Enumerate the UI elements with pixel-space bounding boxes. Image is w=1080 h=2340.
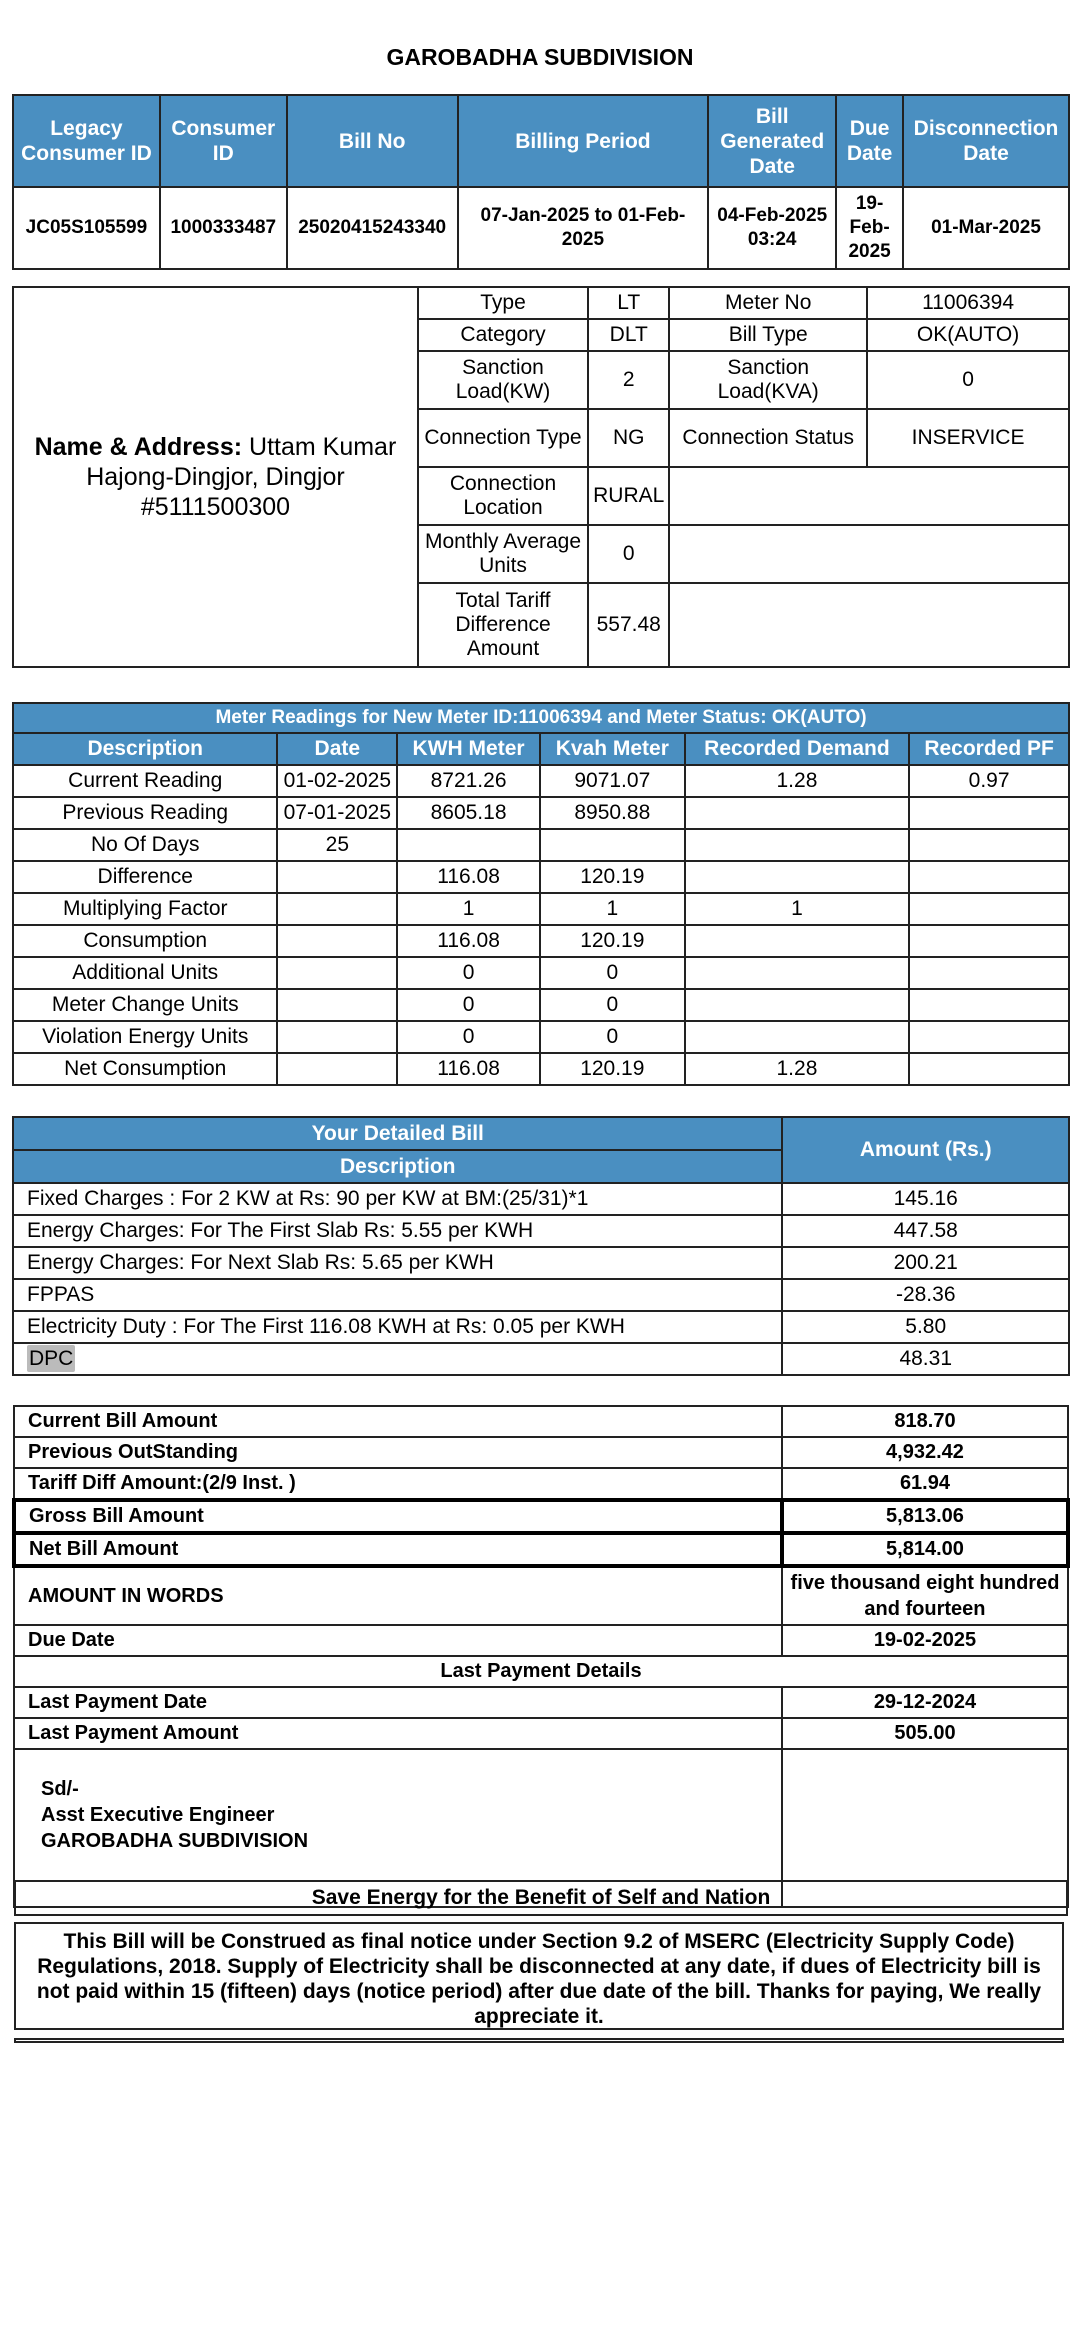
gross-bill-label: Gross Bill Amount <box>14 1500 782 1533</box>
last-payment-date-value: 29-12-2024 <box>782 1687 1068 1718</box>
col-recorded-pf: Recorded PF <box>909 733 1069 765</box>
meter-reading-row <box>13 1053 1069 1085</box>
meter-reading-cell <box>909 861 1069 893</box>
meter-reading-cell: 116.08 <box>397 861 540 893</box>
meter-reading-cell <box>685 925 910 957</box>
empty-cell <box>669 583 1069 667</box>
bill-type-value: OK(AUTO) <box>867 319 1069 351</box>
consumer-info-table <box>12 286 1070 668</box>
bill-header-table <box>12 94 1070 270</box>
meter-reading-cell <box>397 829 540 861</box>
net-bill-label: Net Bill Amount <box>14 1533 782 1566</box>
meter-reading-cell: 120.19 <box>540 925 685 957</box>
meter-reading-cell: 1 <box>397 893 540 925</box>
meter-reading-cell <box>540 829 685 861</box>
meter-reading-cell <box>909 957 1069 989</box>
meter-reading-cell <box>909 1053 1069 1085</box>
meter-reading-cell: Previous Reading <box>13 797 277 829</box>
bill-no: 25020415243340 <box>287 187 458 269</box>
col-billing-period: Billing Period <box>458 95 709 187</box>
name-address-value: Uttam Kumar Hajong-Dingjor, Dingjor #5111500300 <box>86 433 397 521</box>
meter-reading-cell: 8605.18 <box>397 797 540 829</box>
tariff-diff-amount-label: Tariff Diff Amount:(2/9 Inst. ) <box>14 1468 782 1500</box>
signature-designation: Asst Executive Engineer <box>41 1804 275 1826</box>
meter-reading-row <box>13 1021 1069 1053</box>
meter-reading-cell: Current Reading <box>13 765 277 797</box>
meter-reading-row <box>13 861 1069 893</box>
type-value: LT <box>588 287 669 319</box>
meter-reading-cell: 0 <box>397 989 540 1021</box>
meter-reading-cell: 116.08 <box>397 1053 540 1085</box>
col-date: Date <box>277 733 397 765</box>
col-bill-no: Bill No <box>287 95 458 187</box>
due-date: 19-Feb-2025 <box>836 187 903 269</box>
col-disconnection-date: Disconnection Date <box>903 95 1069 187</box>
meter-reading-cell: 1.28 <box>685 1053 910 1085</box>
meter-reading-cell <box>685 829 910 861</box>
previous-outstanding-label: Previous OutStanding <box>14 1437 782 1468</box>
col-amount: Amount (Rs.) <box>782 1117 1069 1183</box>
meter-reading-cell <box>909 893 1069 925</box>
meter-reading-cell <box>277 1053 397 1085</box>
category-label: Category <box>418 319 588 351</box>
tariff-diff-amount-value: 61.94 <box>782 1468 1068 1500</box>
previous-outstanding-value: 4,932.42 <box>782 1437 1068 1468</box>
summary-due-date-value: 19-02-2025 <box>782 1625 1068 1656</box>
bill-line-description-text: Electricity Duty : For The First 116.08 KWH at Rs: 0.05 per KWH <box>27 1315 625 1338</box>
bill-line-amount: 5.80 <box>782 1311 1069 1343</box>
subdivision-title: GAROBADHA SUBDIVISION <box>386 44 694 70</box>
meter-reading-cell <box>909 797 1069 829</box>
col-recorded-demand: Recorded Demand <box>685 733 910 765</box>
signature-sd: Sd/- <box>41 1778 79 1800</box>
meter-reading-cell <box>685 957 910 989</box>
bill-line-description <box>13 1247 782 1279</box>
meter-reading-cell: Difference <box>13 861 277 893</box>
bill-line-amount: 48.31 <box>782 1343 1069 1375</box>
sanction-kva-label: Sanction Load(KVA) <box>669 351 867 409</box>
meter-reading-cell <box>277 861 397 893</box>
bill-line-description-text: DPC <box>29 1347 74 1370</box>
meter-reading-cell: 01-02-2025 <box>277 765 397 797</box>
meter-reading-cell: 0 <box>540 1021 685 1053</box>
connection-type-label: Connection Type <box>418 409 588 467</box>
last-payment-amount-label: Last Payment Amount <box>14 1718 782 1749</box>
meter-reading-row <box>13 893 1069 925</box>
monthly-average-label: Monthly Average Units <box>418 525 588 583</box>
empty-cell <box>669 467 1069 525</box>
meter-reading-cell <box>685 797 910 829</box>
bill-line-description <box>13 1279 782 1311</box>
meter-reading-cell: 07-01-2025 <box>277 797 397 829</box>
meter-reading-cell <box>685 1021 910 1053</box>
col-kwh-meter: KWH Meter <box>397 733 540 765</box>
meter-reading-cell: Multiplying Factor <box>13 893 277 925</box>
meter-reading-cell <box>277 893 397 925</box>
bill-line-description-text: Energy Charges: For Next Slab Rs: 5.65 per KWH <box>27 1251 494 1274</box>
empty-cell <box>669 525 1069 583</box>
meter-reading-cell: Net Consumption <box>13 1053 277 1085</box>
current-bill-label: Current Bill Amount <box>14 1406 782 1437</box>
type-label: Type <box>418 287 588 319</box>
col-bill-description: Description <box>13 1150 782 1183</box>
meter-reading-cell: 9071.07 <box>540 765 685 797</box>
bill-generated-date: 04-Feb-2025 03:24 <box>708 187 836 269</box>
meter-reading-cell: Meter Change Units <box>13 989 277 1021</box>
bill-line-description <box>13 1215 782 1247</box>
meter-reading-cell <box>277 925 397 957</box>
meter-reading-cell <box>909 989 1069 1021</box>
tariff-difference-label: Total Tariff Difference Amount <box>418 583 588 667</box>
meter-reading-cell: 8721.26 <box>397 765 540 797</box>
meter-reading-cell: 0.97 <box>909 765 1069 797</box>
meter-reading-cell <box>909 925 1069 957</box>
bill-line-amount: 145.16 <box>782 1183 1069 1215</box>
footer-divider <box>14 2038 1064 2043</box>
amount-in-words-value: five thousand eight hundred and fourteen <box>782 1566 1068 1625</box>
billing-period: 07-Jan-2025 to 01-Feb-2025 <box>458 187 709 269</box>
name-address-label: Name & Address: <box>34 433 243 461</box>
meter-reading-row <box>13 829 1069 861</box>
col-description: Description <box>13 733 277 765</box>
meter-reading-row <box>13 957 1069 989</box>
meter-readings-table <box>12 702 1070 1086</box>
connection-type-value: NG <box>588 409 669 467</box>
amount-in-words-label: AMOUNT IN WORDS <box>14 1566 782 1625</box>
net-bill-value: 5,814.00 <box>782 1533 1068 1566</box>
meter-reading-cell: 116.08 <box>397 925 540 957</box>
meter-reading-cell <box>277 1021 397 1053</box>
bill-line-row <box>13 1215 1069 1247</box>
bill-line-description-text: Energy Charges: For The First Slab Rs: 5.55 per KWH <box>27 1219 534 1242</box>
meter-reading-cell: 8950.88 <box>540 797 685 829</box>
meter-reading-cell: 0 <box>397 957 540 989</box>
col-legacy-consumer-id: Legacy Consumer ID <box>13 95 160 187</box>
connection-status-value: INSERVICE <box>867 409 1069 467</box>
gross-bill-value: 5,813.06 <box>782 1500 1068 1533</box>
bill-line-row <box>13 1183 1069 1215</box>
col-consumer-id: Consumer ID <box>160 95 287 187</box>
meter-reading-cell <box>909 829 1069 861</box>
meter-reading-cell: 120.19 <box>540 1053 685 1085</box>
bill-line-amount: 200.21 <box>782 1247 1069 1279</box>
col-bill-generated-date: Bill Generated Date <box>708 95 836 187</box>
meter-reading-cell: 0 <box>397 1021 540 1053</box>
last-payment-header: Last Payment Details <box>14 1656 1068 1687</box>
monthly-average-value: 0 <box>588 525 669 583</box>
meter-reading-cell: No Of Days <box>13 829 277 861</box>
bill-line-amount: 447.58 <box>782 1215 1069 1247</box>
summary-due-date-label: Due Date <box>14 1625 782 1656</box>
connection-location-label: Connection Location <box>418 467 588 525</box>
bill-line-row <box>13 1279 1069 1311</box>
meter-reading-cell <box>277 957 397 989</box>
meter-reading-cell <box>685 861 910 893</box>
bill-line-row <box>13 1343 1069 1375</box>
current-bill-value: 818.70 <box>782 1406 1068 1437</box>
meter-reading-cell <box>909 1021 1069 1053</box>
bill-line-description-text: FPPAS <box>27 1283 95 1306</box>
meter-reading-cell: 1 <box>685 893 910 925</box>
bill-line-row <box>13 1311 1069 1343</box>
detailed-bill-table <box>12 1116 1070 1376</box>
bill-type-label: Bill Type <box>669 319 867 351</box>
connection-location-value: RURAL <box>588 467 669 525</box>
meter-reading-cell: Additional Units <box>13 957 277 989</box>
bill-line-description <box>13 1311 782 1343</box>
signature-office: GAROBADHA SUBDIVISION <box>41 1830 309 1852</box>
disconnection-date: 01-Mar-2025 <box>903 187 1069 269</box>
meter-reading-cell: 120.19 <box>540 861 685 893</box>
last-payment-date-label: Last Payment Date <box>14 1687 782 1718</box>
meter-reading-row <box>13 797 1069 829</box>
connection-status-label: Connection Status <box>669 409 867 467</box>
meter-reading-cell: Violation Energy Units <box>13 1021 277 1053</box>
meter-reading-row <box>13 989 1069 1021</box>
meter-reading-row <box>13 925 1069 957</box>
meter-reading-cell <box>685 989 910 1021</box>
meter-no-value: 11006394 <box>867 287 1069 319</box>
disconnection-notice: This Bill will be Construed as final notice under Section 9.2 of MSERC (Electricity Supply Code) Regulations, 2018. Supply of Electricity shall be disconnected at any date, if dues of Electricity bill is not paid within 15 (fifteen) days (notice period) after due date of the bill. Thanks for paying, We really appreciate it. <box>14 1922 1064 2030</box>
bill-line-description-text: Fixed Charges : For 2 KW at Rs: 90 per KW at BM:(25/31)*1 <box>27 1187 589 1210</box>
category-value: DLT <box>588 319 669 351</box>
legacy-consumer-id: JC05S105599 <box>13 187 160 269</box>
meter-reading-cell: 0 <box>540 957 685 989</box>
consumer-id: 1000333487 <box>160 187 287 269</box>
meter-reading-cell: 25 <box>277 829 397 861</box>
name-address <box>13 287 418 667</box>
bill-line-description <box>13 1183 782 1215</box>
meter-no-label: Meter No <box>669 287 867 319</box>
sanction-kw-label: Sanction Load(KW) <box>418 351 588 409</box>
bill-summary-table <box>12 1405 1070 1908</box>
meter-reading-cell: Consumption <box>13 925 277 957</box>
sanction-kva-value: 0 <box>867 351 1069 409</box>
meter-reading-cell: 0 <box>540 989 685 1021</box>
last-payment-amount-value: 505.00 <box>782 1718 1068 1749</box>
sanction-kw-value: 2 <box>588 351 669 409</box>
meter-reading-cell <box>277 989 397 1021</box>
bill-line-row <box>13 1247 1069 1279</box>
col-kvah-meter: Kvah Meter <box>540 733 685 765</box>
meter-reading-cell: 1 <box>540 893 685 925</box>
meter-reading-cell: 1.28 <box>685 765 910 797</box>
bill-line-description <box>13 1343 782 1375</box>
col-due-date: Due Date <box>836 95 903 187</box>
tariff-difference-value: 557.48 <box>588 583 669 667</box>
save-energy-slogan: Save Energy for the Benefit of Self and Nation <box>14 1880 1068 1916</box>
meter-reading-row <box>13 765 1069 797</box>
bill-line-amount: -28.36 <box>782 1279 1069 1311</box>
detailed-bill-title: Your Detailed Bill <box>13 1117 782 1150</box>
meter-readings-title: Meter Readings for New Meter ID:11006394 and Meter Status: OK(AUTO) <box>13 703 1069 733</box>
